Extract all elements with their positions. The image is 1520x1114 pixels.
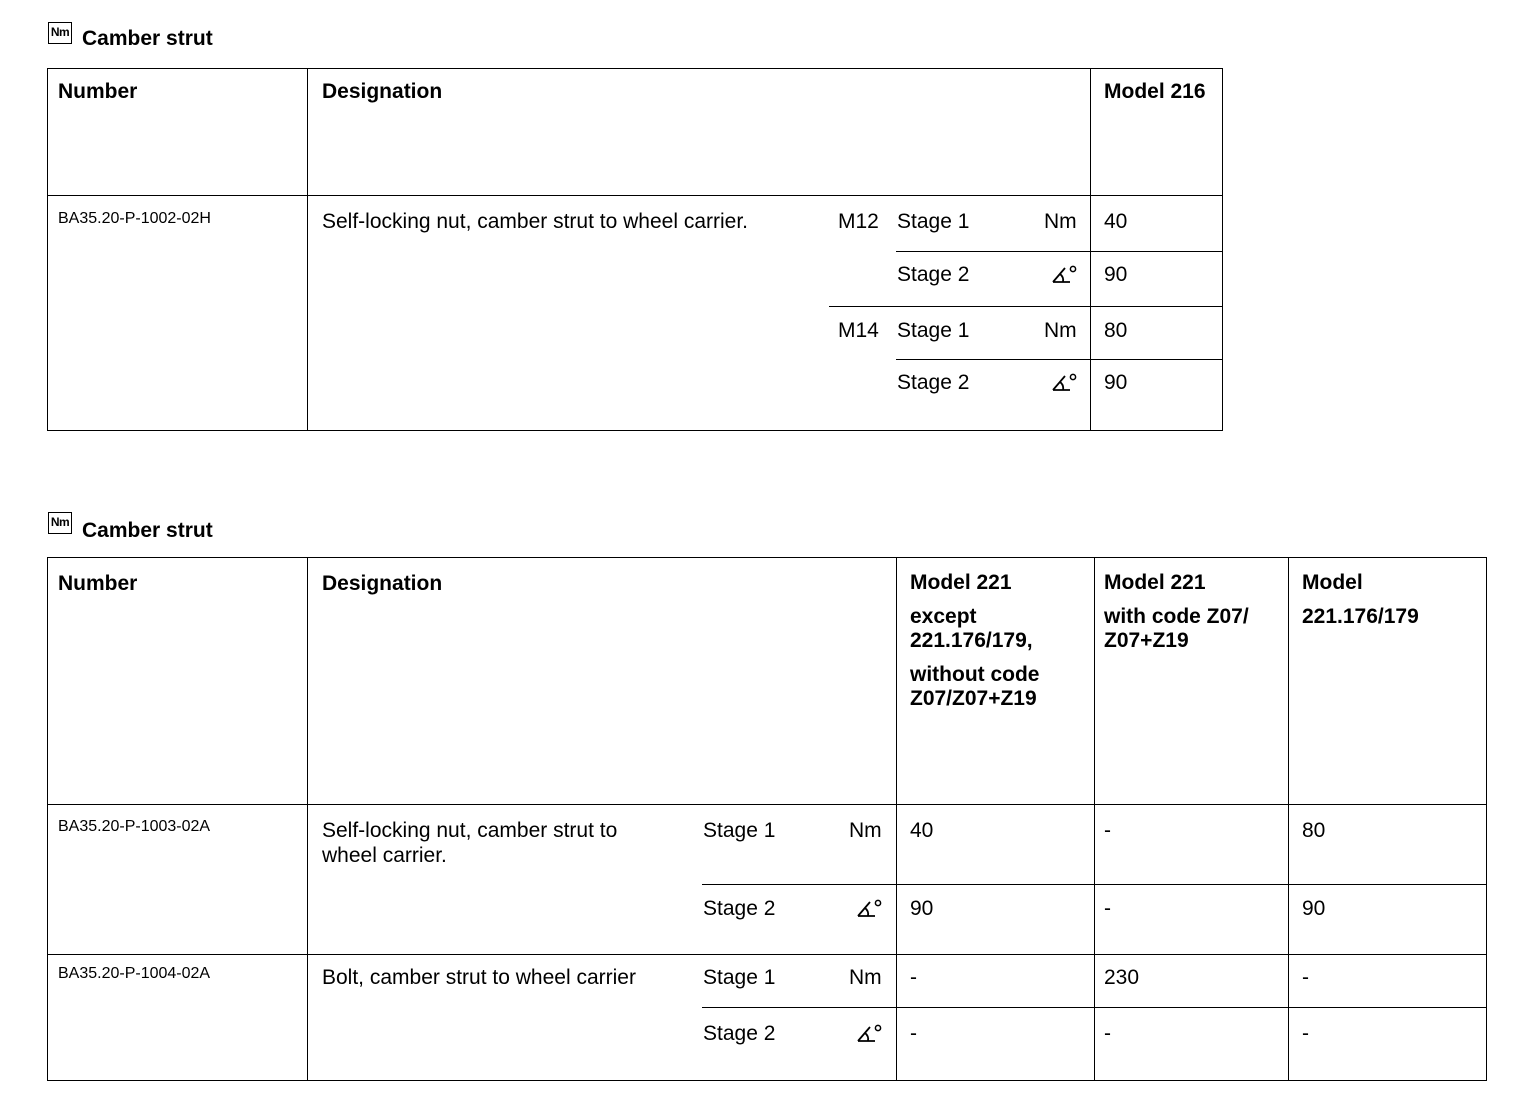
header-number: Number (58, 572, 138, 595)
section-title: Camber strut (82, 27, 213, 50)
torque-table-model-216 (47, 68, 1223, 431)
column-divider (1094, 557, 1095, 1081)
document-number[interactable]: BA35.20-P-1003-02A (58, 818, 211, 835)
stage-label: Stage 1 (703, 966, 776, 989)
unit-nm: Nm (1044, 319, 1077, 342)
value-model-c: 80 (1302, 819, 1326, 842)
stage-label: Stage 2 (897, 263, 970, 286)
header-model-221-176-179: Model 221.176/179 (1302, 571, 1419, 628)
designation-text: Self-locking nut, camber strut to wheel carrier. (322, 210, 749, 233)
angle-degree-icon (855, 1023, 883, 1045)
value-model-b: 230 (1104, 966, 1140, 989)
value-model-a: - (910, 1022, 917, 1045)
column-divider (896, 557, 897, 1081)
torque-nm-icon: Nm (48, 22, 72, 44)
stage-label: Stage 1 (897, 319, 970, 342)
stage-divider (896, 359, 1223, 360)
column-divider (307, 557, 308, 1081)
header-model: Model 216 (1104, 80, 1206, 103)
thread-divider (829, 306, 1223, 307)
section-title: Camber strut (82, 519, 213, 542)
stage-divider (702, 1007, 1487, 1008)
header-designation: Designation (322, 80, 443, 103)
stage-label: Stage 2 (703, 1022, 776, 1045)
torque-nm-icon: Nm (48, 512, 72, 534)
value-model-b: - (1104, 819, 1111, 842)
value-model-a: 90 (910, 897, 934, 920)
thread-size: M12 (838, 210, 879, 233)
angle-value: 90 (1104, 371, 1128, 394)
thread-size: M14 (838, 319, 879, 342)
value-model-b: - (1104, 897, 1111, 920)
designation-text: Bolt, camber strut to wheel carrier (322, 966, 636, 989)
angle-degree-icon (855, 898, 883, 920)
stage-label: Stage 2 (703, 897, 776, 920)
value-model-a: 40 (910, 819, 934, 842)
angle-degree-icon (1050, 372, 1078, 394)
value-model-b: - (1104, 1022, 1111, 1045)
unit-nm: Nm (849, 966, 882, 989)
header-model-221-except: Model 221 except 221.176/179, without code Z07/Z07+Z19 (910, 571, 1040, 710)
value-model-c: 90 (1302, 897, 1326, 920)
stage-label: Stage 1 (897, 210, 970, 233)
designation-text: Self-locking nut, camber strut to wheel carrier. (322, 819, 618, 867)
document-number[interactable]: BA35.20-P-1004-02A (58, 965, 211, 982)
torque-value: 80 (1104, 319, 1128, 342)
header-designation: Designation (322, 572, 443, 595)
document-number[interactable]: BA35.20-P-1002-02H (58, 210, 211, 227)
stage-divider (702, 884, 1487, 885)
row-divider (47, 954, 1487, 955)
column-divider (307, 68, 308, 431)
value-model-c: - (1302, 966, 1309, 989)
value-model-c: - (1302, 1022, 1309, 1045)
stage-label: Stage 2 (897, 371, 970, 394)
angle-value: 90 (1104, 263, 1128, 286)
unit-nm: Nm (1044, 210, 1077, 233)
torque-value: 40 (1104, 210, 1128, 233)
header-model-221-with-code: Model 221 with code Z07/ Z07+Z19 (1104, 571, 1249, 652)
value-model-a: - (910, 966, 917, 989)
header-divider (47, 195, 1223, 196)
stage-divider (896, 251, 1223, 252)
column-divider (1090, 68, 1091, 431)
angle-degree-icon (1050, 264, 1078, 286)
header-number: Number (58, 80, 138, 103)
column-divider (1288, 557, 1289, 1081)
stage-label: Stage 1 (703, 819, 776, 842)
header-divider (47, 804, 1487, 805)
unit-nm: Nm (849, 819, 882, 842)
